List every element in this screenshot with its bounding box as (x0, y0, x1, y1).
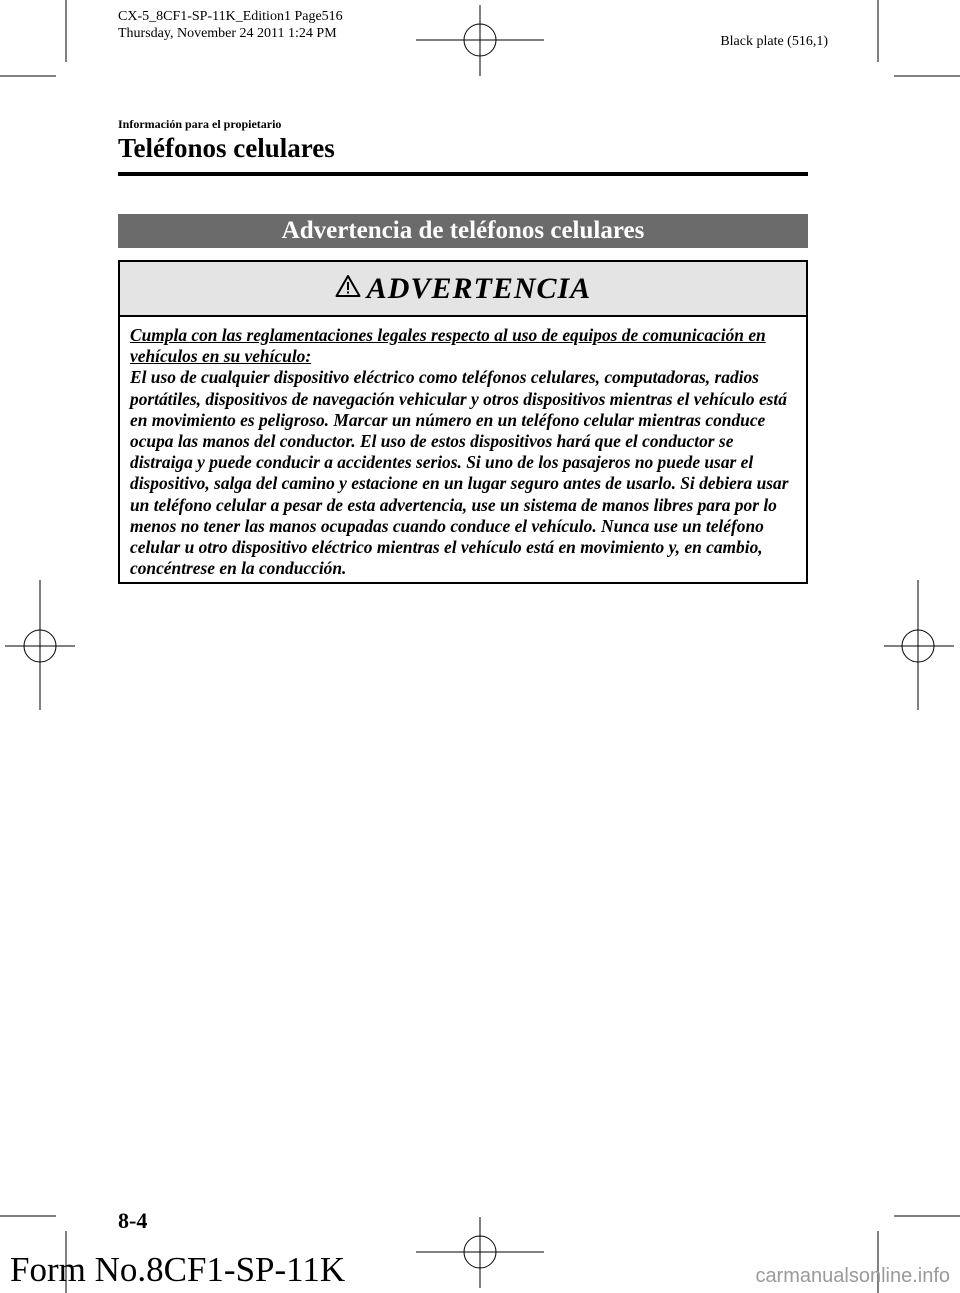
warning-text: El uso de cualquier dispositivo eléctrico como teléfonos celulares, computadoras, radios portátiles, dispositivos de navegación vehicular y otros dispositivos mientras el vehículo está en movimiento es peligroso. Marcar un número en un teléfono celular mientras conduce ocupa las manos del conductor. El uso de estos dispositivos hará que el conductor se distraiga y puede conducir a accidentes serios. Si uno de los pasajeros no puede usar el dispositivo, salga del camino y estacione en un lugar seguro antes de usarlo. Si debiera usar un teléfono celular a pesar de esta advertencia, use un sistema de manos libres para por lo menos no tener las manos ocupadas cuando conduce el vehículo. Nunca use un teléfono celular u otro dispositivo eléctrico mientras el vehículo está en movimiento y, en cambio, concéntrese en la conducción. (130, 367, 789, 579)
warning-box (118, 260, 808, 584)
print-header (118, 8, 343, 42)
date-line: Thursday, November 24 2011 1:24 PM (118, 26, 337, 41)
banner-title: Advertencia de teléfonos celulares (118, 214, 808, 248)
section-label: Información para el propietario (118, 117, 282, 131)
title-rule (118, 172, 808, 176)
file-line: CX-5_8CF1-SP-11K_Edition1 Page516 (118, 9, 343, 24)
plate-label: Black plate (516,1) (720, 34, 828, 49)
warning-heading: ADVERTENCIA (366, 271, 592, 305)
warning-body (120, 317, 806, 579)
warning-header (120, 262, 806, 317)
page-number: 8-4 (118, 1208, 148, 1233)
warning-subtitle: Cumpla con las reglamentaciones legales respecto al uso de equipos de comunicación en vehículos en su vehículo: (130, 325, 766, 367)
page-title: Teléfonos celulares (118, 133, 335, 163)
warning-triangle-icon (335, 274, 361, 303)
form-number: Form No.8CF1-SP-11K (10, 1250, 346, 1289)
watermark: carmanualsonline.info (755, 1265, 950, 1287)
